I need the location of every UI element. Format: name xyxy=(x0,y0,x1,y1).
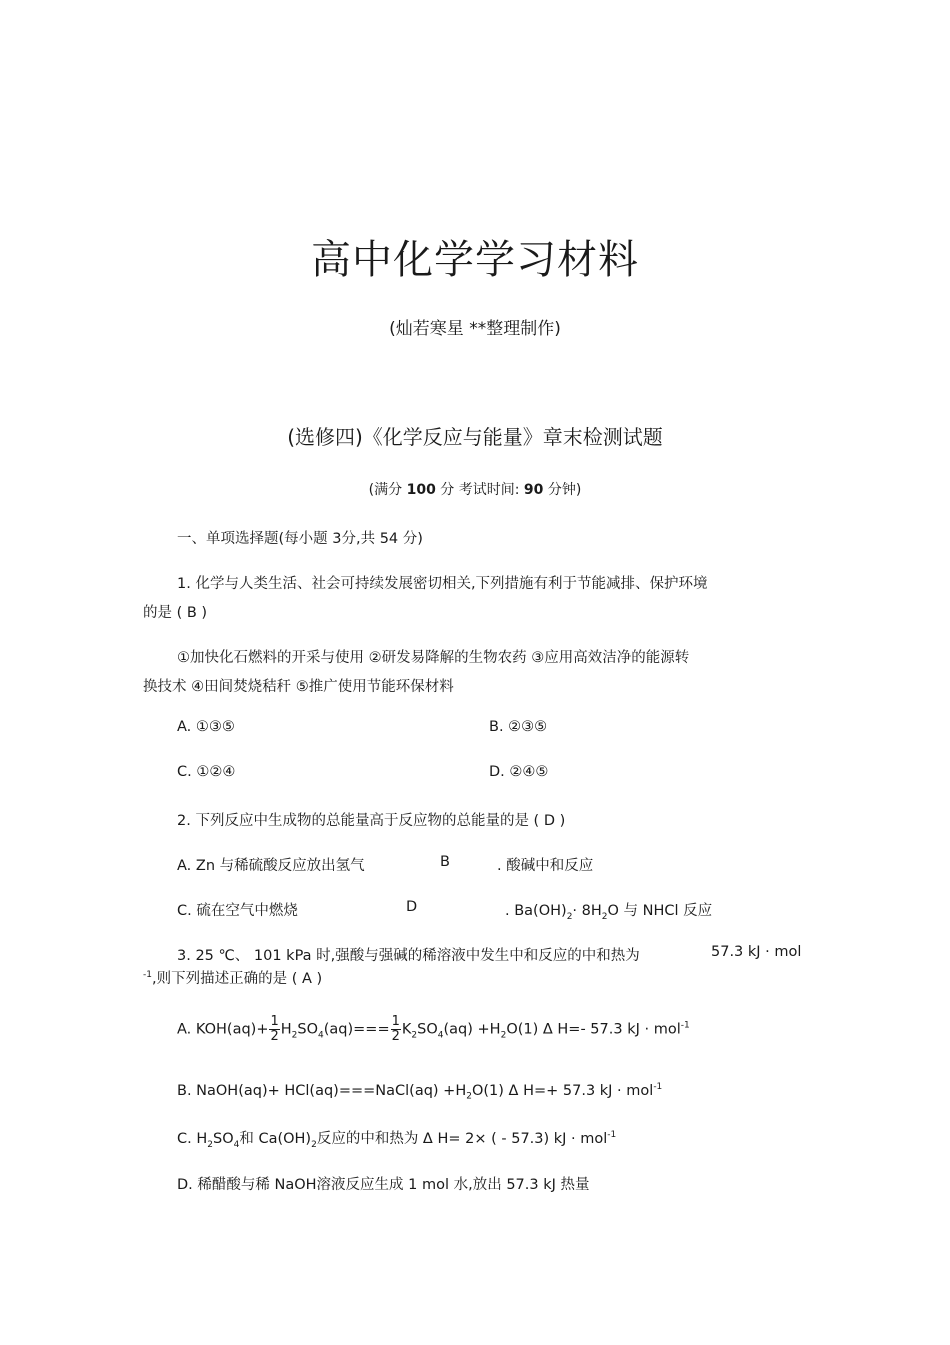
q2-option-c: C. 硫在空气中燃烧 xyxy=(177,903,298,919)
q1-stem-line1: 1. 化学与人类生活、社会可持续发展密切相关,下列措施有利于节能减排、保护环境 xyxy=(177,576,708,592)
q3-option-c xyxy=(177,1127,616,1150)
subscript: 2 xyxy=(466,1091,472,1102)
q3-stem-sup: -1 xyxy=(143,970,152,981)
q2-option-d-letter: D xyxy=(406,899,418,915)
q3-stem-line2 xyxy=(143,967,322,988)
page-title: 高中化学学习材料 xyxy=(311,237,639,283)
q1-option-a: A. ①③⑤ xyxy=(177,719,235,735)
superscript: -1 xyxy=(653,1082,663,1092)
section-heading: 一、单项选择题(每小题 3分,共 54 分) xyxy=(177,531,423,547)
q2-option-a: A. Zn 与稀硫酸反应放出氢气 xyxy=(177,858,365,874)
exam-info-suffix: 分钟) xyxy=(547,482,582,498)
q1-items-line1: ①加快化石燃料的开采与使用 ②研发易降解的生物农药 ③应用高效洁净的能源转 xyxy=(177,650,690,666)
page-subtitle: (灿若寒星 **整理制作) xyxy=(389,319,561,339)
fraction-half xyxy=(391,1015,401,1044)
fraction-half xyxy=(269,1015,279,1044)
q3-stem-line1: 3. 25 ℃、 101 kPa 时,强酸与强碱的稀溶液中发生中和反应的中和热为 xyxy=(177,948,640,964)
q3-option-a xyxy=(177,1015,690,1044)
subscript: 4 xyxy=(233,1139,240,1150)
q3-opt-c-text: 和 Ca(OH) xyxy=(239,1131,312,1147)
fraction-denominator: 2 xyxy=(270,1029,279,1044)
q2-option-d-sub: 2 xyxy=(566,911,573,922)
q3-opt-b-text: B. NaOH(aq)+ HCl(aq)===NaCl(aq) +H xyxy=(177,1082,467,1099)
subscript: 2 xyxy=(411,1030,418,1041)
q3-stem-line1-unit: 57.3 kJ · mol xyxy=(711,944,802,960)
exam-info-prefix: (满分 xyxy=(368,482,403,498)
q1-option-c: C. ①②④ xyxy=(177,764,236,780)
q3-opt-c-text: C. H xyxy=(177,1131,208,1147)
q1-option-d: D. ②④⑤ xyxy=(489,764,549,780)
q2-stem: 2. 下列反应中生成物的总能量高于反应物的总能量的是 ( D ) xyxy=(177,813,566,829)
q3-opt-a-text: O(1) Δ H=- 57.3 kJ · mol xyxy=(506,1021,681,1038)
exam-info-mid: 分 考试时间: xyxy=(440,482,520,498)
q3-opt-a-text: H xyxy=(280,1021,292,1038)
q3-opt-a-text: SO xyxy=(297,1021,319,1038)
exam-title: (选修四)《化学反应与能量》章末检测试题 xyxy=(287,425,663,449)
exam-info xyxy=(0,479,950,499)
q3-opt-c-text: SO xyxy=(212,1131,234,1147)
q1-option-b: B. ②③⑤ xyxy=(489,719,548,735)
q2-option-d-sub: 2 xyxy=(601,911,608,922)
q1-items-line2: 换技术 ④田间焚烧秸秆 ⑤推广使用节能环保材料 xyxy=(143,679,454,695)
q2-option-b-letter: B xyxy=(440,854,450,870)
exam-time: 90 xyxy=(523,482,544,498)
subscript: 2 xyxy=(500,1030,507,1041)
q2-option-b: . 酸碱中和反应 xyxy=(497,858,594,874)
q3-stem-line2-text: ,则下列描述正确的是 ( A ) xyxy=(151,971,323,987)
q3-option-d: D. 稀醋酸与稀 NaOH溶液反应生成 1 mol 水,放出 57.3 kJ 热量 xyxy=(177,1177,590,1193)
q3-opt-a-text: (aq)=== xyxy=(323,1021,390,1038)
q3-opt-a-text: SO xyxy=(417,1021,438,1038)
q3-opt-a-text: (aq) +H xyxy=(443,1021,501,1038)
subscript: 4 xyxy=(318,1030,324,1041)
q3-option-b xyxy=(177,1082,662,1102)
superscript: -1 xyxy=(607,1130,617,1141)
fraction-numerator: 1 xyxy=(270,1014,279,1029)
fraction-numerator: 1 xyxy=(391,1014,400,1029)
fraction-denominator: 2 xyxy=(391,1029,400,1044)
q2-option-d-text: . Ba(OH) xyxy=(505,903,567,919)
subscript: 2 xyxy=(311,1139,317,1150)
q2-option-d-text: · 8H xyxy=(572,903,602,919)
subscript: 4 xyxy=(437,1030,444,1041)
q3-opt-a-text: A. KOH(aq)+ xyxy=(177,1021,269,1038)
q3-opt-a-text: K xyxy=(401,1021,412,1038)
subscript: 2 xyxy=(291,1030,298,1041)
q3-opt-c-text: 反应的中和热为 Δ H= 2× ( - 57.3) kJ · mol xyxy=(316,1131,608,1147)
q1-stem-line2: 的是 ( B ) xyxy=(143,605,208,621)
q2-option-d-text: O 与 NHCl 反应 xyxy=(607,903,713,919)
q2-option-d xyxy=(505,899,712,922)
superscript: -1 xyxy=(680,1020,690,1031)
q3-opt-b-text: O(1) Δ H=+ 57.3 kJ · mol xyxy=(471,1082,654,1099)
subscript: 2 xyxy=(207,1139,213,1150)
exam-full-score: 100 xyxy=(406,482,436,498)
